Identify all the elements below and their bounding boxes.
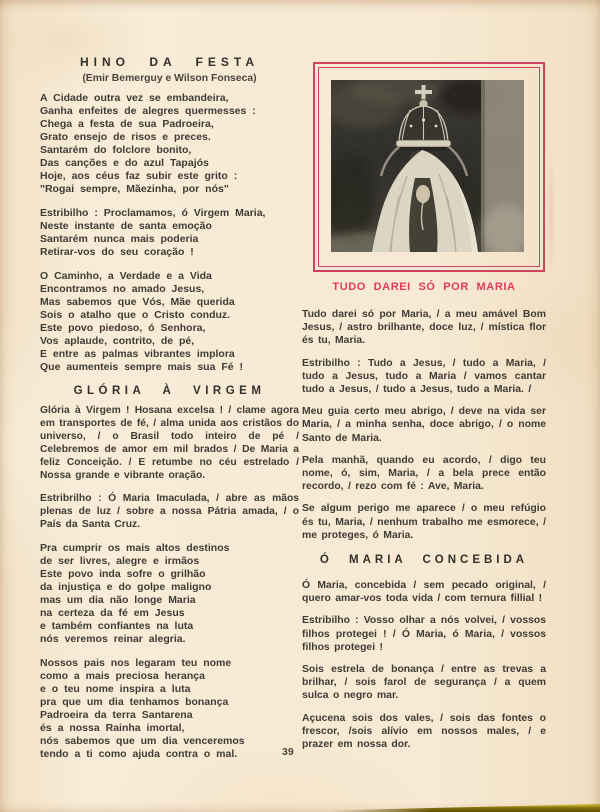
verse-line: nós veremos reinar alegria.: [40, 633, 186, 645]
hymn-paragraph: Açucena sois dos vales, / sois das fontes o frescor, /sois alívio em nossos males, / e prazer em nossa dor.: [302, 712, 546, 751]
verse-line: Estribilho : Proclamamos, ó Virgem Maria,: [40, 207, 266, 219]
hymn-paragraph: Ó Maria, concebida / sem pecado original, / quero amar-vos toda vida / com ternura fillial !: [302, 580, 546, 605]
verse-line: Vos aplaude, contrito, de pé,: [40, 335, 195, 347]
hymn-paragraph: Estribilho : Tudo a Jesus, / tudo a Maria, / tudo a Jesus, tudo a Maria / vamos cantar tudo a Jesus, / tudo a Jesus, tudo a Maria. /: [302, 357, 546, 396]
verse-line: mas um dia não longe Maria: [40, 594, 196, 606]
stanza-3: [40, 270, 299, 374]
verse-line: Neste instante de santa emoção: [40, 220, 212, 232]
o-maria-concebida-section: [302, 579, 546, 751]
verse-line: Nossos pais nos legaram teu nome: [40, 657, 232, 669]
verse-line: na certeza da fé em Jesus: [40, 607, 185, 619]
photo-frame: [313, 62, 545, 272]
hymn-title-o-maria-concebida: Ó MARIA CONCEBIDA: [319, 554, 529, 567]
stanza-1: [40, 92, 299, 196]
verse-line: de ser livres, alegre e irmãos: [40, 555, 200, 567]
verse-line: tendo a ti como ajuda contra o mal.: [40, 748, 238, 760]
hymn-paragraph: Estribilho : Vosso olhar a nós volvei, / vossos filhos protegei ! / Ó Maria, ó Maria, / vossos filhos protegei !: [302, 615, 546, 653]
verse-line: Pra cumprir os mais altos destinos: [40, 542, 230, 554]
verse-line: pra que um dia tenhamos bonança: [40, 696, 229, 708]
verse-line: Padroeira da terra Santarena: [40, 709, 193, 721]
photo-frame-inner: [318, 67, 540, 267]
show-through-smudge: [546, 150, 556, 280]
verse-line: como a mais preciosa herança: [40, 670, 205, 682]
virgin-mary-statue-photo: [331, 80, 524, 252]
verse-line: e também confiantes na luta: [40, 620, 194, 632]
right-column: [302, 62, 546, 760]
hymn-paragraph: Meu guia certo meu abrigo, / deve na vida ser Maria, / a minha senha, doce abrigo, / o nome Santo de Maria.: [302, 406, 546, 444]
verse-line: Ganha enfeites de alegres quermesses :: [40, 105, 256, 117]
hymn-title-gloria-a-virgem: GLÓRIA À VIRGEM: [73, 385, 266, 397]
verse-line: Este povo inda sofre o grilhão: [40, 568, 206, 580]
verse-line: Que aumenteis sempre mais sua Fé !: [40, 361, 243, 373]
stanza-4: [40, 542, 299, 646]
gloria-paragraph-2-estribilho: Estribrilho : Ó Maria Imaculada, / abre as mãos plenas de luz / sobre a nossa Pátria amada, / o País da Santa Cruz.: [40, 493, 299, 530]
verse-line: Retirar-vos do seu coração !: [40, 246, 194, 258]
hymn-paragraph: Sois estrela de bonança / entre as trevas a brilhar, / sois farol de segurança / a quem sulca o negro mar.: [302, 664, 546, 702]
verse-line: A Cidade outra vez se embandeira,: [40, 92, 229, 104]
verse-line: Encontramos no amado Jesus,: [40, 283, 205, 295]
verse-line: "Rogai sempre, Mãezinha, por nós": [40, 183, 229, 195]
verse-line: E entre as palmas vibrantes implora: [40, 348, 235, 360]
tudo-darei-section: [302, 308, 546, 542]
verse-line: Chega a festa de sua Padroeira,: [40, 118, 214, 130]
verse-line: Este povo piedoso, ó Senhora,: [40, 322, 206, 334]
verse-line: O Caminho, a Verdade e a Vida: [40, 270, 212, 282]
hymn-paragraph: Se algum perigo me aparece / o meu refúgio és tu, Maria, / nenhum trabalho me esmorece, / me proteges, ó Maria.: [302, 503, 546, 541]
verse-line: da injustiça e do golpe maligno: [40, 581, 212, 593]
gloria-paragraph-1: Glória à Virgem ! Hosana excelsa ! / clame agora em transportes de fé, / alma unida aos cristãos do universo, / o Brasil todo inteiro de pé / Celebremos de amor em mil brados / De Maria a feliz Conceição. / E retumbe no céu estrelado / Nossa grande e vibrante oração.: [40, 405, 299, 481]
verse-line: Santarém nunca mais poderia: [40, 233, 199, 245]
hymn-paragraph: Pela manhã, quando eu acordo, / digo teu nome, ó, sim, Maria, / a bela prece então recordo, / rezo com fé : Ave, Maria.: [302, 454, 546, 493]
left-column: [40, 56, 299, 772]
photo-caption: TUDO DAREI SÓ POR MARIA: [332, 281, 516, 293]
verse-line: Sois o atalho que o Cristo conduz.: [40, 309, 231, 321]
verse-line: Mas sabemos que Vós, Mãe querida: [40, 296, 235, 308]
verse-line: Das canções e do azul Tapajós: [40, 157, 209, 169]
underlying-page-edge: [326, 804, 600, 812]
hymn-title-hino-da-festa: HINO DA FESTA: [80, 55, 259, 69]
verse-line: Hoje, aos céus faz subir este grito :: [40, 170, 238, 182]
hymn-paragraph: Tudo darei só por Maria, / a meu amável Bom Jesus, / astro brilhante, doce luz, / mística flor és tu, Maria.: [302, 309, 546, 347]
verse-line: és a nossa Rainha imortal,: [40, 722, 185, 734]
verse-line: Grato ensejo de risos e preces.: [40, 131, 211, 143]
stanza-2-estribilho: [40, 207, 299, 259]
authors-byline: (Emir Bemerguy e Wilson Fonseca): [82, 73, 257, 84]
stanza-5: [40, 657, 299, 761]
verse-line: e o teu nome inspira a luta: [40, 683, 191, 695]
verse-line: Santarém do folclore bonito,: [40, 144, 192, 156]
verse-line: nós sabemos que um dia venceremos: [40, 735, 245, 747]
page-number: 39: [282, 746, 294, 758]
